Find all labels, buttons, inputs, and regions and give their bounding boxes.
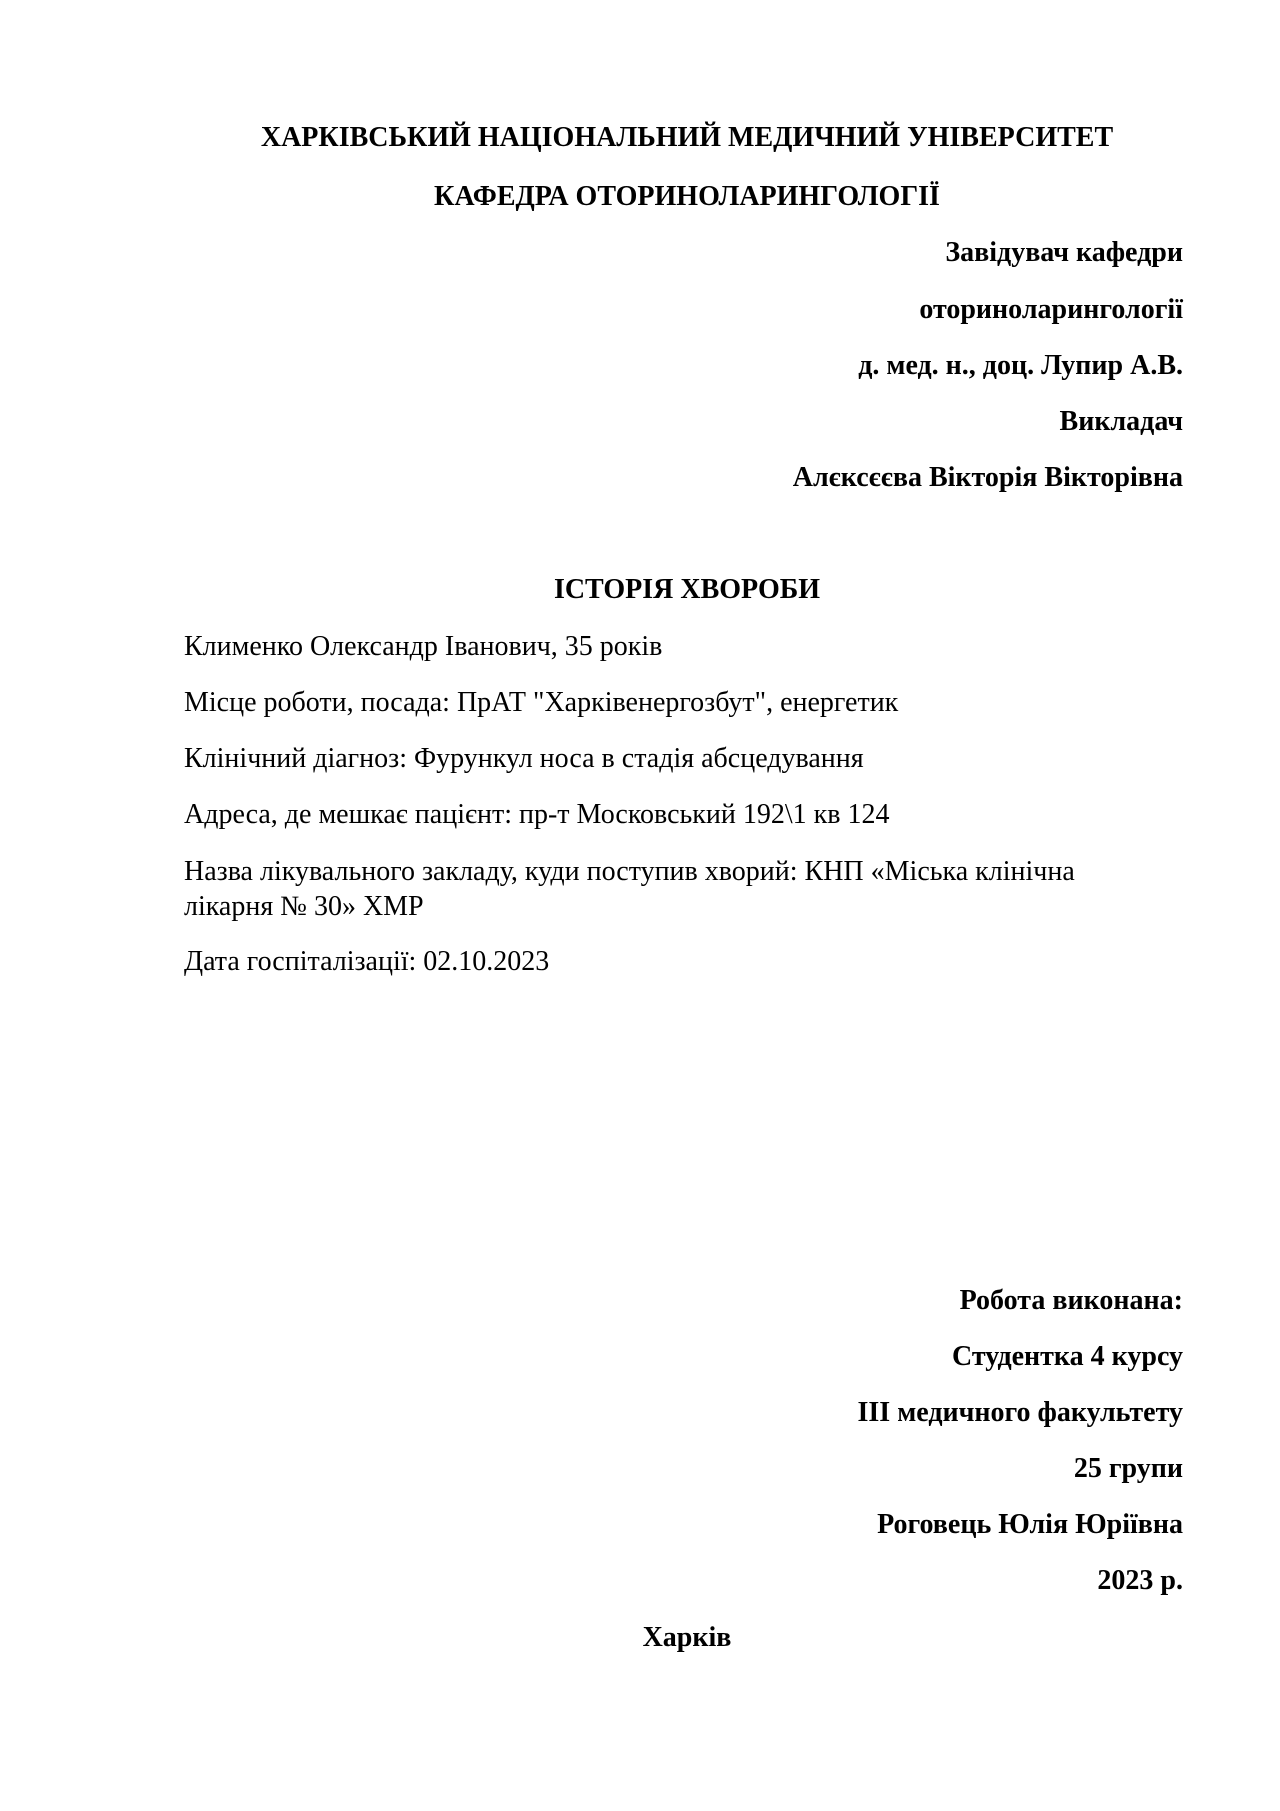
facility-info-line1: Назва лікувального закладу, куди поступив хворий: КНП «Міська клінічна: [184, 856, 1075, 887]
workplace-info: Місце роботи, посада: ПрАТ "Харківенергозбут", енергетик: [184, 687, 899, 718]
teacher-name: Алєксєєва Вікторія Вікторівна: [792, 462, 1183, 493]
document-title: ІСТОРІЯ ХВОРОБИ: [553, 574, 821, 605]
patient-info: Клименко Олександр Іванович, 35 років: [184, 631, 663, 662]
head-name: д. мед. н., доц. Лупир А.В.: [858, 350, 1183, 381]
facility-info-line2: лікарня № 30» ХМР: [184, 891, 424, 922]
diagnosis-info: Клінічний діагноз: Фурункул носа в стадія абсцедування: [184, 743, 864, 774]
teacher-title: Викладач: [1059, 406, 1183, 437]
university-name: ХАРКІВСЬКИЙ НАЦІОНАЛЬНИЙ МЕДИЧНИЙ УНІВЕРСИТЕТ: [260, 122, 1114, 153]
done-by-label: Робота виконана:: [959, 1285, 1183, 1316]
admission-date: Дата госпіталізації: 02.10.2023: [184, 946, 550, 977]
department-name: КАФЕДРА ОТОРИНОЛАРИНГОЛОГІЇ: [434, 181, 940, 212]
head-title-line2: оториноларингології: [919, 294, 1183, 325]
head-title-line1: Завідувач кафедри: [945, 237, 1183, 268]
author-name: Роговець Юлія Юріївна: [877, 1509, 1183, 1540]
address-info: Адреса, де мешкає пацієнт: пр-т Московський 192\1 кв 124: [184, 799, 890, 830]
author-year: 2023 р.: [1097, 1565, 1183, 1596]
city-name: Харків: [642, 1622, 732, 1653]
author-faculty: ІІІ медичного факультету: [857, 1397, 1183, 1428]
author-course: Студентка 4 курсу: [951, 1341, 1183, 1372]
author-group: 25 групи: [1073, 1453, 1183, 1484]
